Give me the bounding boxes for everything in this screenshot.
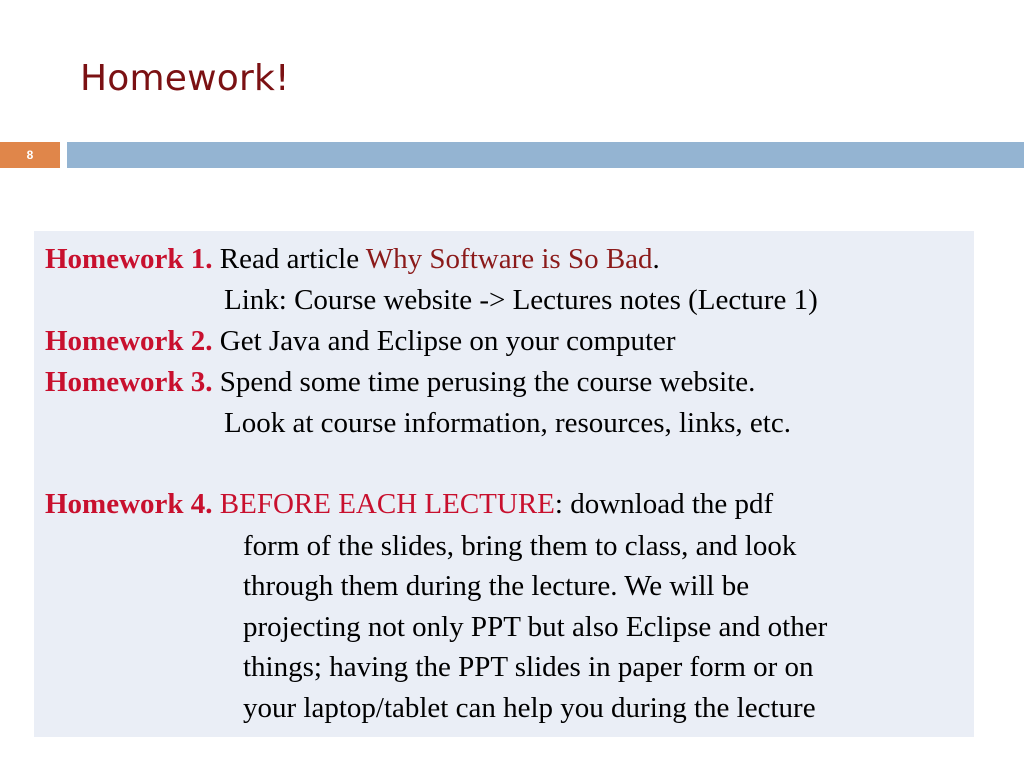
homework-3-text: Spend some time perusing the course website. <box>212 366 756 398</box>
homework-4-line-5: things; having the PPT slides in paper form or on <box>243 651 814 683</box>
homework-3-line <box>45 364 755 400</box>
homework-2-text: Get Java and Eclipse on your computer <box>212 325 676 357</box>
homework-2-line <box>45 323 676 359</box>
homework-4-highlight: BEFORE EACH LECTURE <box>212 488 555 520</box>
homework-4-line <box>45 486 773 522</box>
homework-4-line-2: form of the slides, bring them to class, and look <box>243 530 797 562</box>
homework-1-period: . <box>652 243 660 275</box>
homework-4-label: Homework 4. <box>45 488 213 520</box>
homework-1-article: Why Software is So Bad <box>365 243 653 275</box>
homework-2-label: Homework 2. <box>45 325 213 357</box>
slide-title: Homework! <box>80 58 290 99</box>
homework-4-line-3: through them during the lecture. We will be <box>243 570 750 602</box>
homework-3-label: Homework 3. <box>45 366 213 398</box>
slide-number: 8 <box>0 142 60 168</box>
homework-3-line-2: Look at course information, resources, links, etc. <box>224 407 791 439</box>
homework-1-text: Read article <box>212 243 366 275</box>
homework-4-text: : download the pdf <box>554 488 774 520</box>
homework-1-line <box>45 241 660 277</box>
homework-1-label: Homework 1. <box>45 243 213 275</box>
homework-1-link-line: Link: Course website -> Lectures notes (Lecture 1) <box>224 284 818 316</box>
homework-4-line-4: projecting not only PPT but also Eclipse and other <box>243 611 828 643</box>
header-bar <box>67 142 1024 168</box>
homework-4-line-6: your laptop/tablet can help you during the lecture <box>243 692 816 724</box>
homework-content-box <box>34 231 974 737</box>
